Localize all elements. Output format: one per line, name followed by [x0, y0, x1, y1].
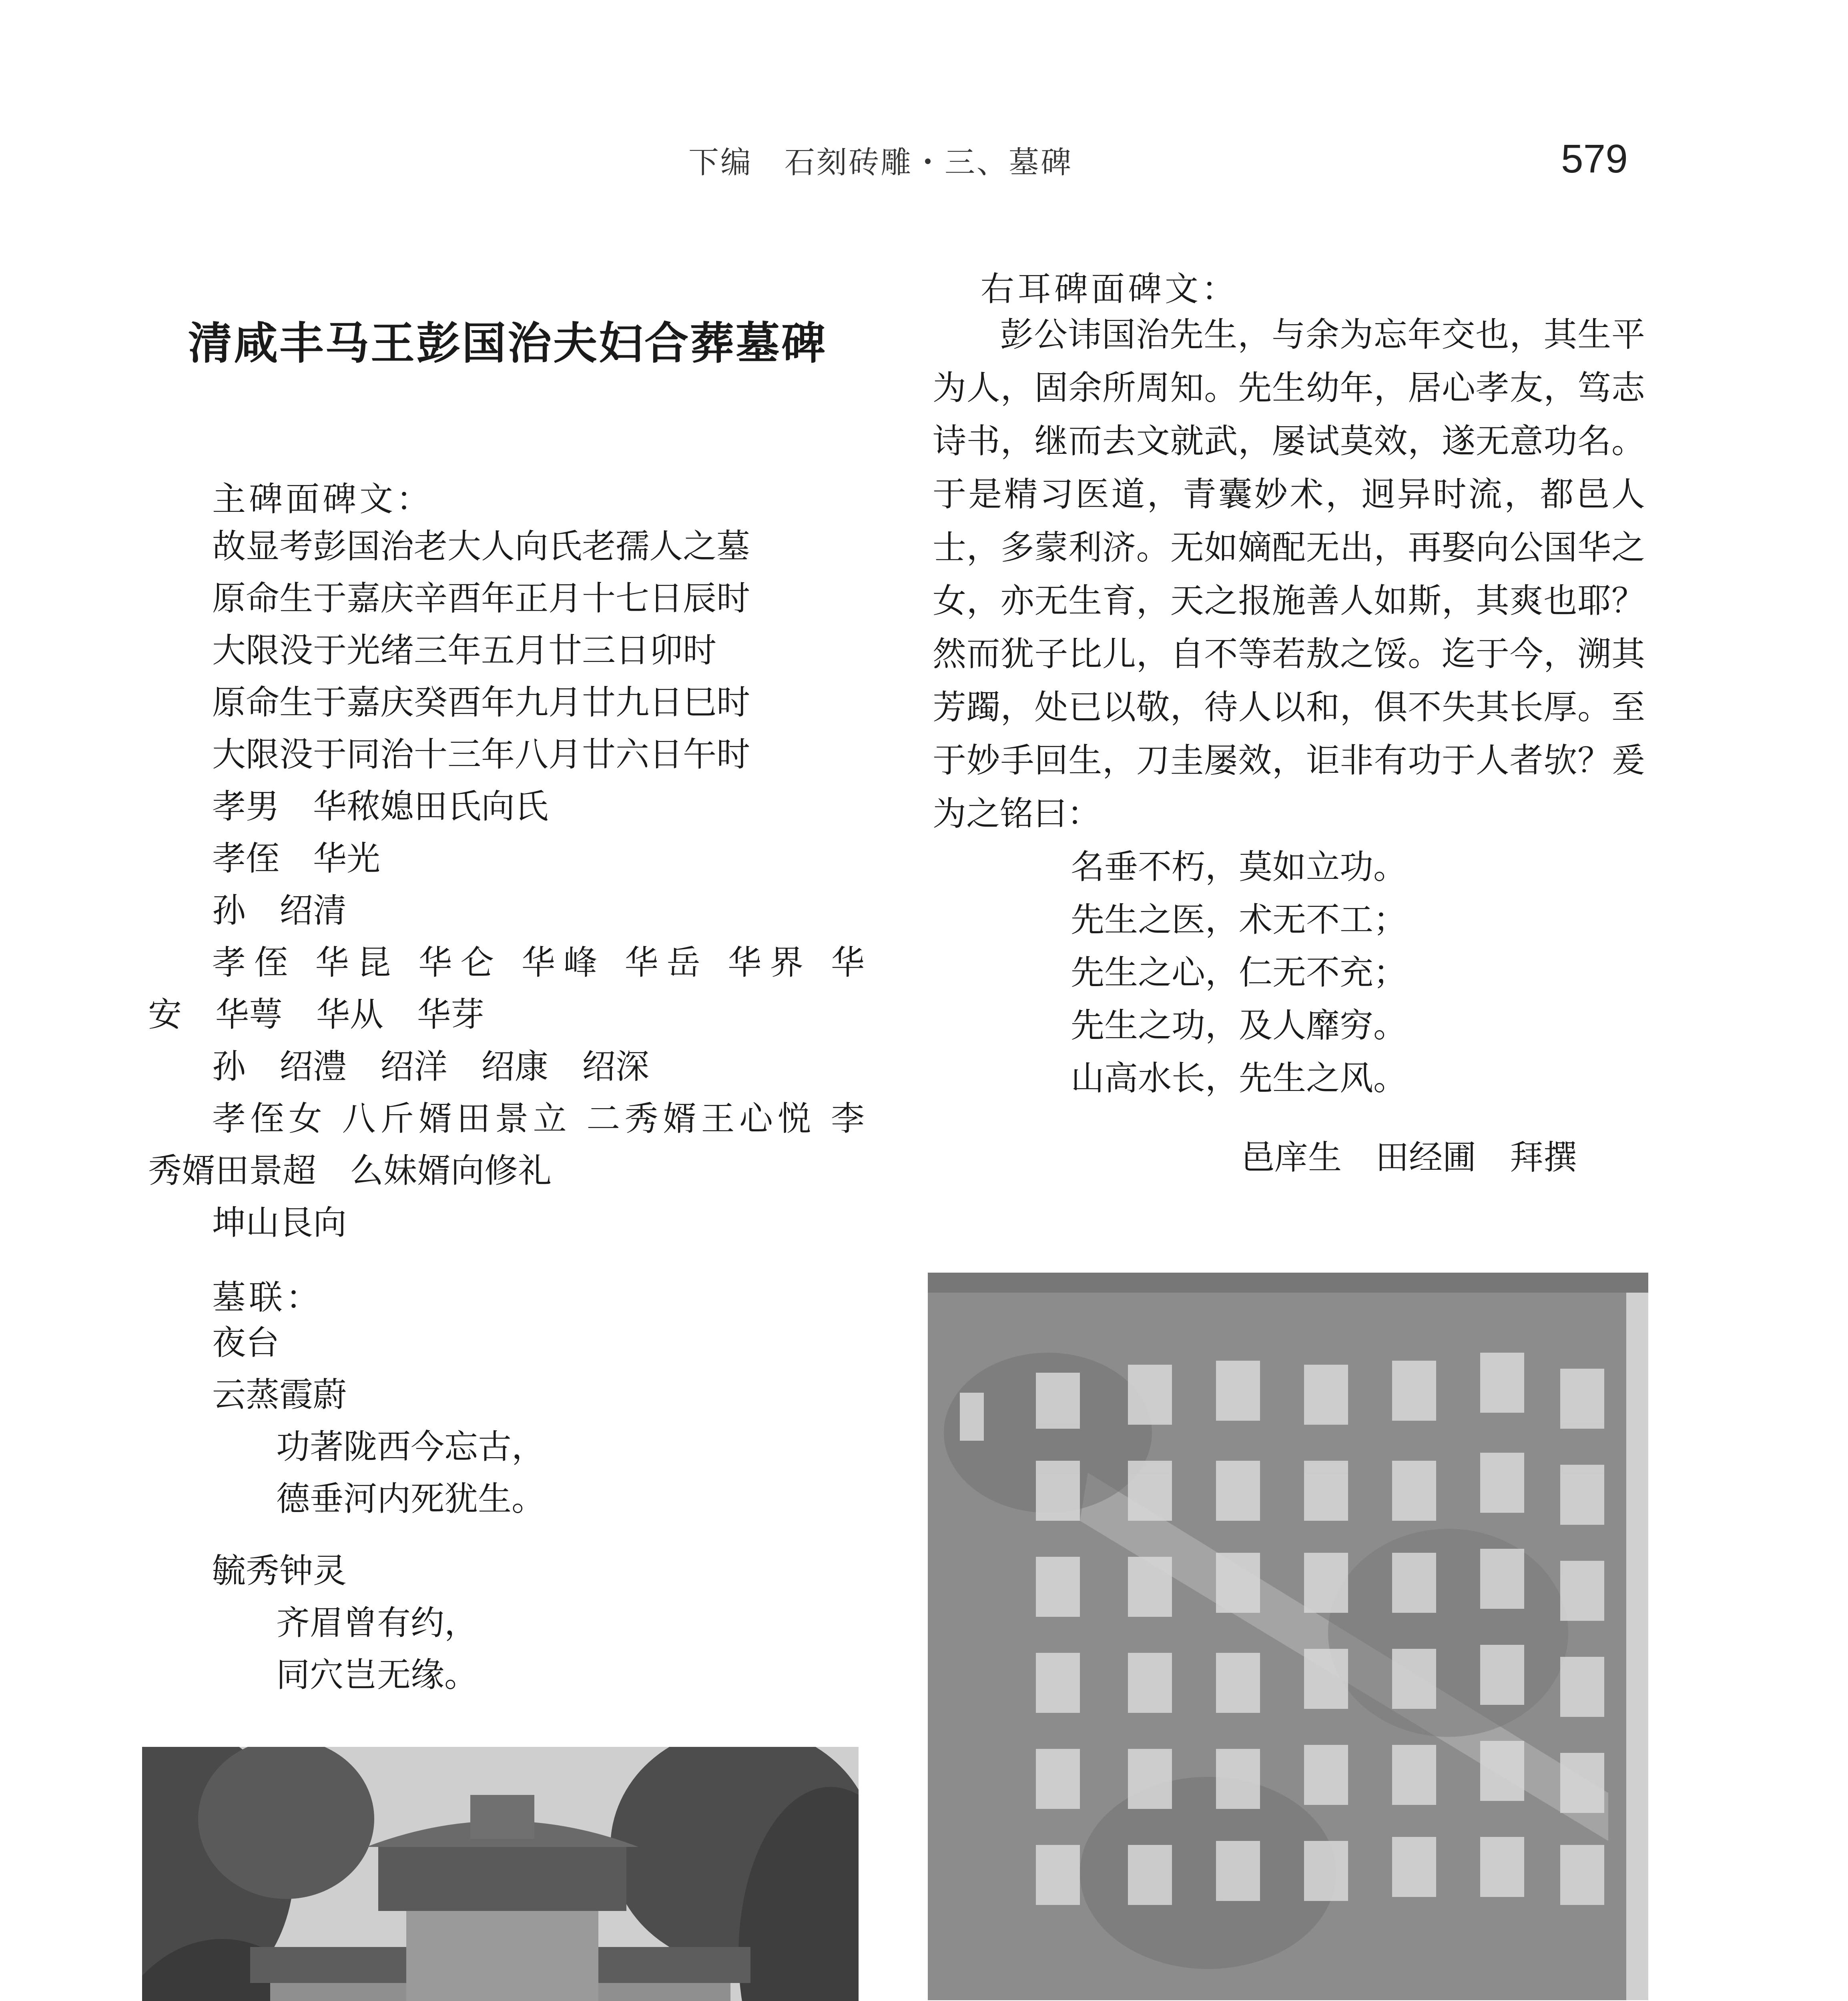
- nephew-name: 华岳: [624, 943, 709, 982]
- tomb-photo: [142, 1747, 859, 2001]
- nephew-name: 华: [831, 943, 865, 982]
- couplet-line: 功著陇西今忘古，: [276, 1427, 546, 1466]
- poem-line: 先生之功，及人靡穷。: [1071, 1006, 1407, 1045]
- couplets-block: [212, 1317, 545, 1701]
- running-head: 下编 石刻砖雕・三、墓碑: [688, 144, 1073, 180]
- stele-line: 大限没于光绪三年五月廿三日卯时: [212, 631, 717, 670]
- stele-line: 孝侄 华光: [212, 839, 381, 878]
- stele-line: 原命生于嘉庆辛酉年正月十七日辰时: [212, 579, 750, 618]
- right-ear-label: 右耳碑面碑文：: [981, 269, 1239, 309]
- inscription-photo: [928, 1273, 1648, 2000]
- author-signature: 邑庠生 田经圃 拜撰: [1241, 1138, 1577, 1177]
- grandsons-line: 孙 绍澧 绍洋 绍康 绍深: [212, 1047, 650, 1086]
- couplet-heading: 夜台: [212, 1323, 280, 1362]
- nephew-name: 华仑: [418, 943, 503, 982]
- couplet-heading: 毓秀钟灵: [212, 1551, 347, 1590]
- couplet-line: 同穴岂无缘。: [276, 1655, 478, 1694]
- niece-name: 八斤婿田景立: [342, 1099, 572, 1138]
- right-ear-paragraph: 彭公讳国治先生，与余为忘年交也，其生平为人，固余所周知。先生幼年，居心孝友，笃志诗书，继而去文就武，屡试莫效，遂无意功名。于是精习医道，青囊妙术，迥异时流，都邑人士，多蒙利济。无如嫡配无出，再娶向公国华之女，亦无生育，天之报施善人如斯，其爽也耶？然而犹子比儿，自不等若敖之馁。迄于今，溯其芳躅，处已以敬，待人以和，俱不失其长厚。至于妙手回生，刀圭屡效，讵非有功于人者欤？爰为之铭曰：: [933, 315, 1645, 833]
- niece-name: 二秀婿王心悦: [586, 1099, 816, 1138]
- nieces-line: [148, 1093, 865, 1145]
- nephew-name: 孝侄: [212, 943, 296, 982]
- nephews-line-cont: 安 华萼 华从 华芽: [148, 995, 485, 1034]
- nephew-name: 华界: [728, 943, 812, 982]
- eulogy-poem: [933, 840, 1645, 1105]
- poem-line: 山高水长，先生之风。: [1071, 1059, 1407, 1098]
- niece-name: 李: [831, 1099, 865, 1138]
- stele-line: 孙 绍清: [212, 891, 347, 930]
- nephews-line: [148, 936, 865, 988]
- couplet-heading: 云蒸霞蔚: [212, 1375, 347, 1414]
- stele-line: 孝男 华秾媳田氏向氏: [212, 787, 549, 826]
- page-title: 清咸丰马王彭国治夫妇合葬墓碑: [188, 318, 827, 369]
- orientation-line: 坤山艮向: [212, 1203, 347, 1242]
- niece-name: 孝侄女: [212, 1099, 327, 1138]
- couplet-line: 齐眉曾有约，: [276, 1603, 478, 1642]
- stele-line: 故显考彭国治老大人向氏老孺人之墓: [212, 527, 750, 566]
- couplets-label: 墓联：: [212, 1278, 323, 1317]
- poem-line: 先生之医，术无不工；: [1071, 900, 1407, 939]
- page-number: 579: [1561, 136, 1628, 181]
- stele-line: 原命生于嘉庆癸酉年九月廿九日巳时: [212, 683, 750, 722]
- right-ear-text-block: [933, 308, 1645, 840]
- poem-line: 名垂不朽，莫如立功。: [1071, 847, 1407, 886]
- main-stele-label: 主碑面碑文：: [212, 479, 433, 519]
- nieces-line-cont: 秀婿田景超 么妹婿向修礼: [148, 1151, 552, 1190]
- nephew-name: 华峰: [521, 943, 606, 982]
- poem-line: 先生之心，仁无不充；: [1071, 953, 1407, 992]
- stele-line: 大限没于同治十三年八月廿六日午时: [212, 735, 750, 774]
- couplet-line: 德垂河内死犹生。: [276, 1479, 546, 1518]
- nephew-name: 华昆: [315, 943, 399, 982]
- main-stele-text: [148, 520, 893, 1249]
